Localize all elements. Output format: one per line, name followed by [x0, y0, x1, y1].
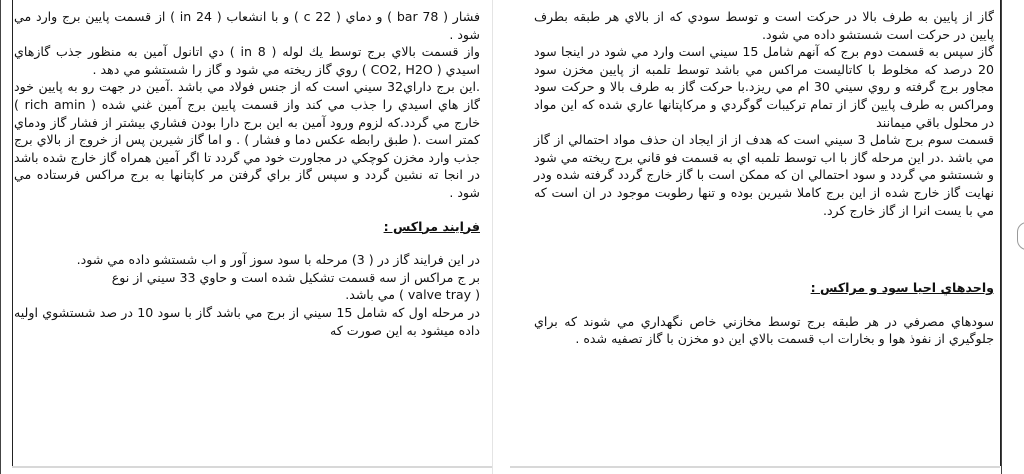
right-page-border — [1000, 0, 1001, 466]
paragraph: در اين فرايند گاز در ( 3) مرحله با سود سوز آور و اب شستشو داده مي شود. — [76, 252, 480, 268]
right-text-column — [534, 8, 994, 348]
paragraph: قسمت سوم برج شامل 3 سيني است كه هدف از از ايجاد ان حذف مواد احتمالي از گاز مي باشد .در اين مرحله گاز با اب توسط تلمبه اي به قسمت فو قاني برج ريخته مي شود و شستشو مي گردد و سود احتمالي ان كه ممكن است با گاز خارج گردد گرفته شده ودر نهايت گاز خارج شده از اين برج كاملا شيرين بوده و تنها رطوبت موجود در ان است كه مي با يست انرا از گاز خارج كرد. — [534, 132, 994, 218]
section-heading-merox-process: فرايند مراكس : — [383, 218, 480, 234]
page-gutter — [492, 0, 493, 474]
paragraph: گاز سپس به قسمت دوم برج كه آنهم شامل 15 سيني است وارد مي شود در اينجا سود 20 درصد كه مخلوط با كاتاليست مراكس مي باشد توسط تلمبه از پايين مخزن سود مجاور برج گرفته و روي سيني 30 ام مي ريزد.با حركت گاز به طرف بالا و حركت سود ومراكس به طرف پايين گاز از تمام تركيبات گوگردي و مركاپتانها عاري شده كه اين مواد در محلول باقي ميمانند — [534, 44, 994, 130]
paragraph: .اين برج داراي32 سيني است كه از جنس فولاد مي باشد .آمين در جهت رو به پايين خود گاز هاي اسيدي را جذب مي كند واز قسمت پايين برج آمين غني شده ( rich amin ) خارج مي گردد.كه لزوم ورود آمين به اين برج دارا بودن فشاري بيشتر از فشار گاز ودماي كمتر است .( طبق رابطه عكس دما و فشار ) . و اما گاز شيرين پس از خروج از بالاي برج جذب وارد مخزن كوچكي در مجاورت خود مي گردد تا اگر آمين همراه گاز خارج شده باشد در انجا ته نشين گردد و سپس گاز براي گرفتن مر كاپتانها به برج مراكس فرستاده مي شود . — [14, 79, 480, 200]
paragraph: فشار ( 78 bar ) و دماي ( 22 c ) و با انشعاب ( 24 in ) از قسمت پايين برج وارد مي شود . — [14, 9, 480, 42]
paragraph: گاز از پايين به طرف بالا در حركت است و توسط سودي كه از بالاي هر طبقه بطرف پايين در حركت است شستشو داده مي شود. — [534, 9, 994, 42]
paragraph: واز قسمت بالاي برج توسط يك لوله ( 8 in ) دي اتانول آمين به منظور جذب گازهاي اسيدي ( CO2, H2O ) روي گاز ريخته مي شود و گاز را شستشو مي دهد . — [14, 44, 480, 77]
left-text-column — [14, 8, 480, 339]
left-page-bottom-edge — [12, 466, 492, 468]
paragraph: بر ج مراكس از سه قسمت تشكيل شده است و حاوي 33 سيني از نوع — [111, 269, 480, 285]
paragraph: سودهاي مصرفي در هر طبقه برج توسط مخازني خاص نگهداري مي شوند كه براي جلوگيري از نفوذ هوا و بخارات اب قسمت بالاي اين دو مخزن با گاز تصفيه شده . — [534, 313, 994, 347]
section-heading-caustic-regeneration: واحدهاي احيا سود و مراكس : — [810, 280, 994, 296]
right-page-bottom-edge — [510, 466, 1000, 468]
left-page-border — [12, 0, 13, 466]
paragraph: در مرحله اول كه شامل 15 سيني از برج مي باشد گاز با سود 10 در صد شستشوي اوليه داده ميشود به اين صورت كه — [14, 304, 481, 338]
side-scroll-handle[interactable] — [1017, 222, 1024, 250]
paragraph: ( valve tray ) مي باشد. — [345, 287, 480, 303]
